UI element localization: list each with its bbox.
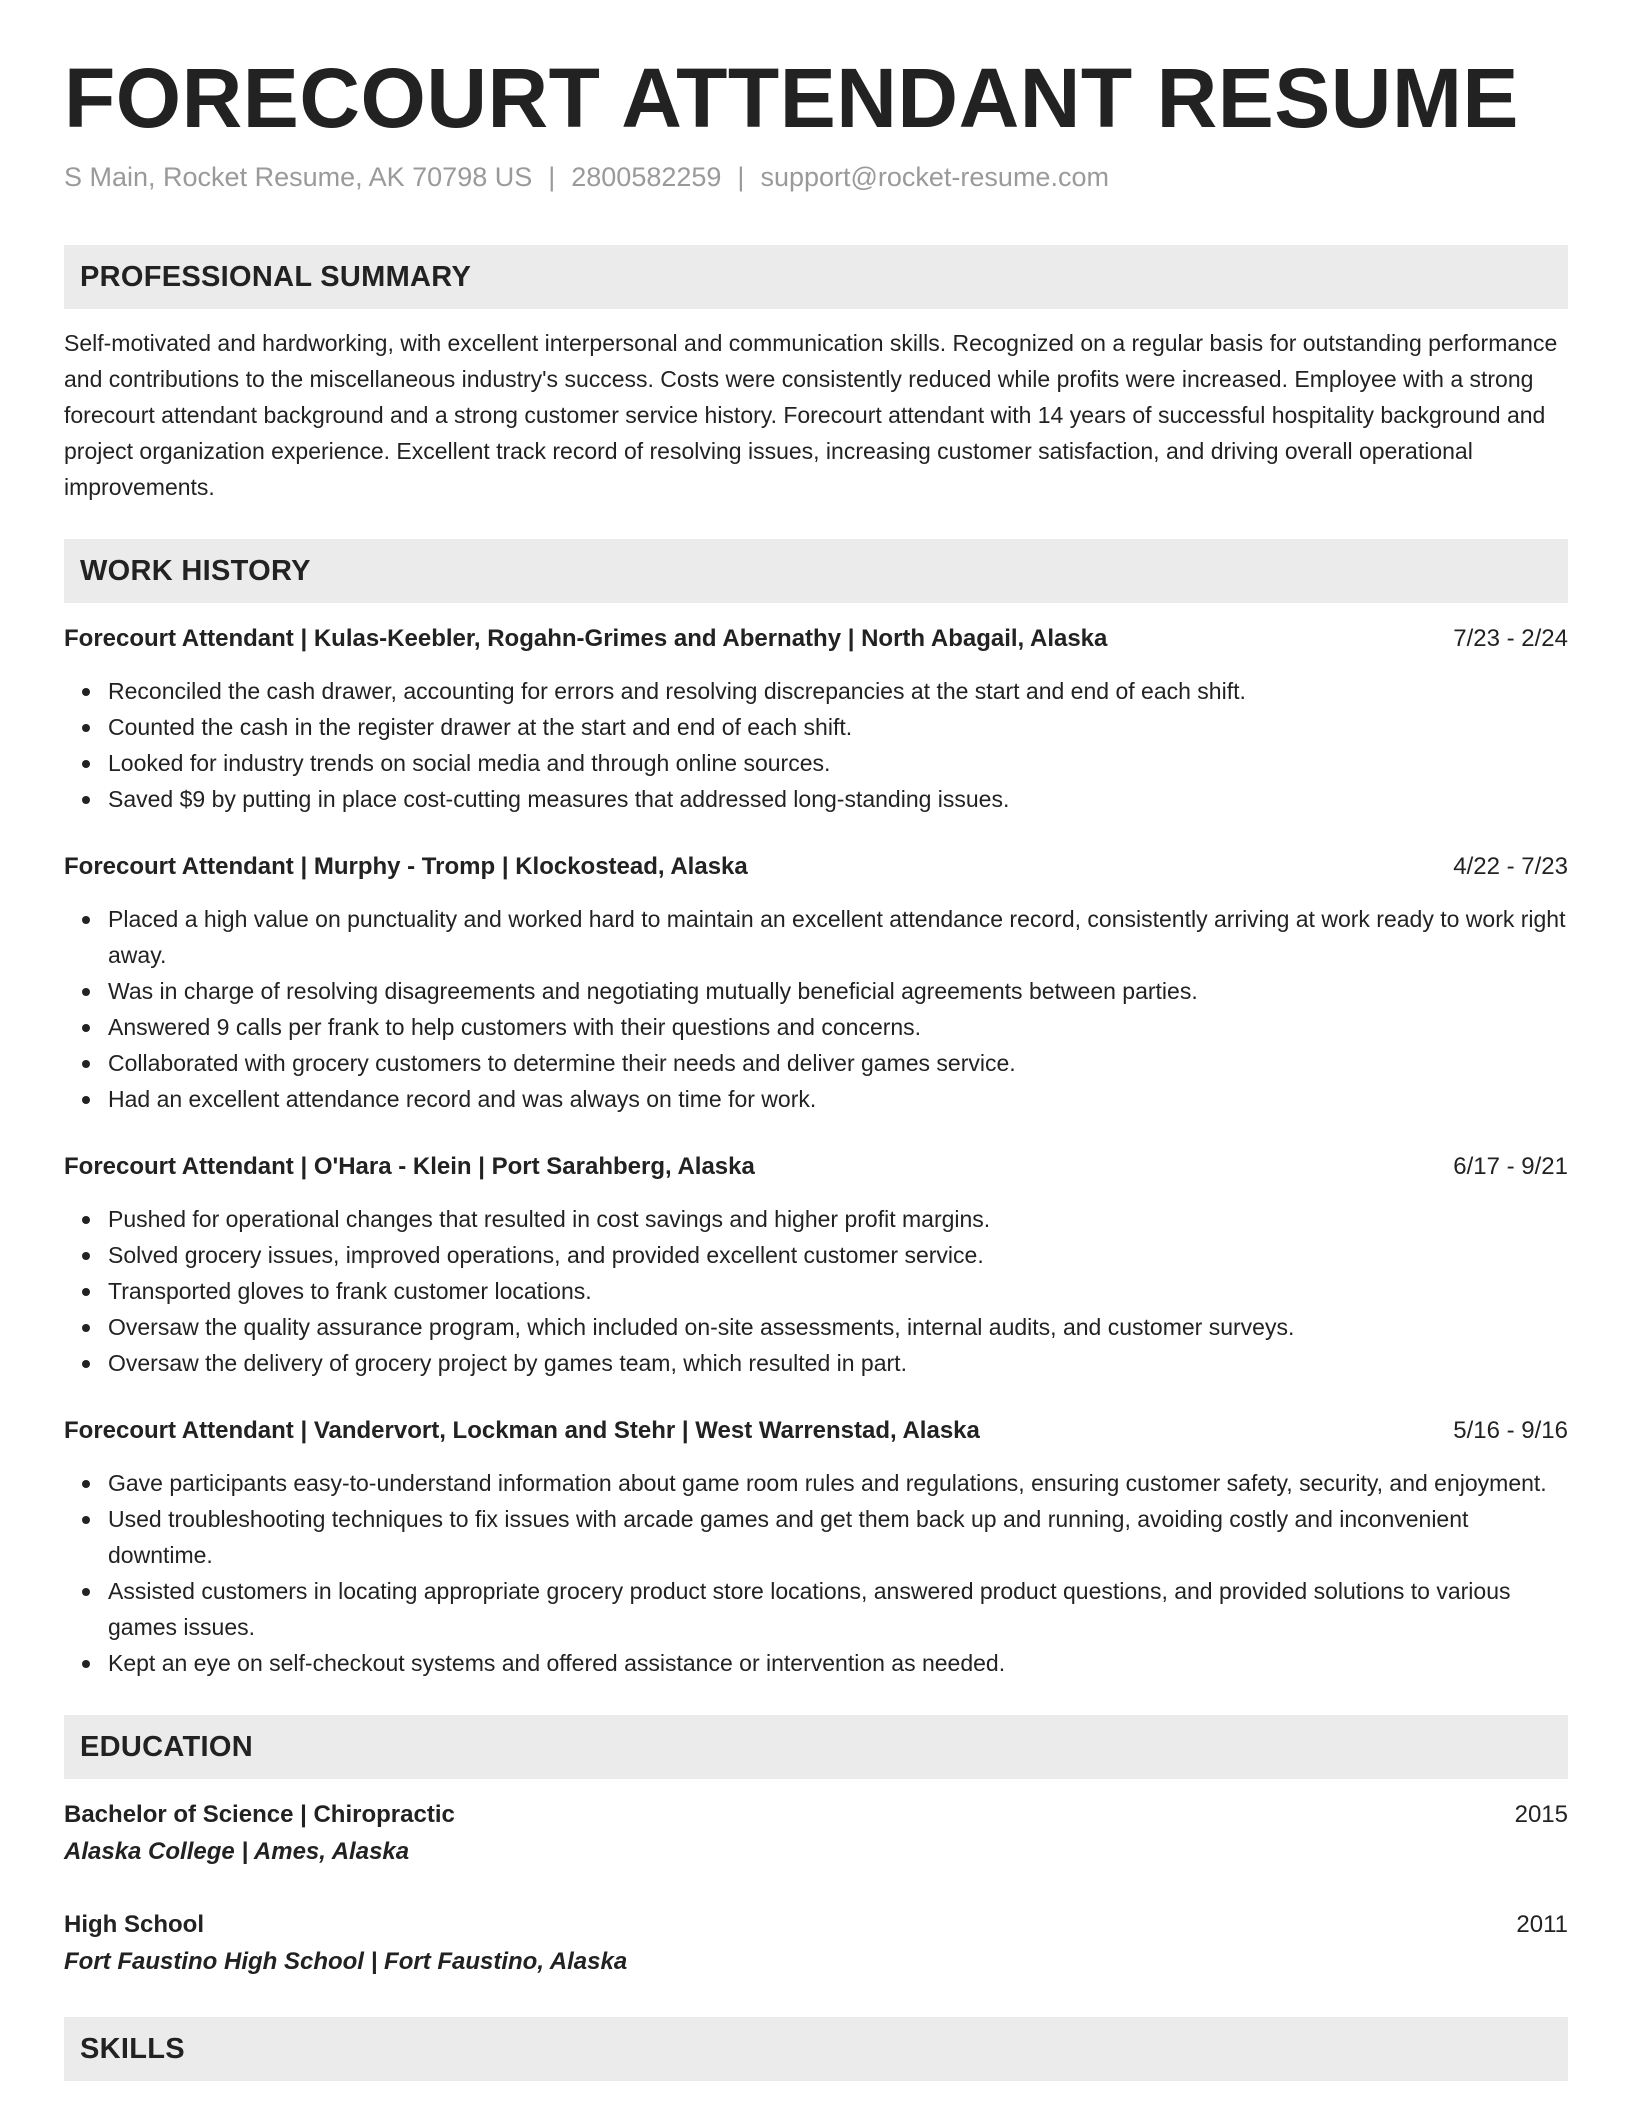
job-bullet: Saved $9 by putting in place cost-cutting measures that addressed long-standing issues. — [108, 781, 1568, 817]
contact-address: S Main, Rocket Resume, AK 70798 US — [64, 162, 533, 192]
job-header — [64, 1413, 1568, 1449]
job-bullet: Pushed for operational changes that resulted in cost savings and higher profit margins. — [108, 1201, 1568, 1237]
job-title: Forecourt Attendant | Kulas-Keebler, Rogahn-Grimes and Abernathy | North Abagail, Alaska — [64, 625, 1108, 653]
education-header — [64, 1797, 1568, 1833]
contact-line — [64, 160, 1568, 195]
education-header — [64, 1907, 1568, 1943]
education-degree: High School — [64, 1911, 204, 1939]
job-entry — [64, 849, 1568, 1117]
job-bullet: Oversaw the quality assurance program, which included on-site assessments, internal audits, and customer surveys. — [108, 1309, 1568, 1345]
education-school: Alaska College | Ames, Alaska — [64, 1838, 410, 1866]
job-bullet: Transported gloves to frank customer locations. — [108, 1273, 1568, 1309]
job-entry — [64, 1413, 1568, 1681]
job-title: Forecourt Attendant | Vandervort, Lockman and Stehr | West Warrenstad, Alaska — [64, 1417, 980, 1445]
contact-separator: | — [548, 162, 556, 192]
job-header — [64, 621, 1568, 657]
education-year: 2011 — [1516, 1911, 1568, 1939]
job-header — [64, 1149, 1568, 1185]
job-bullet: Collaborated with grocery customers to determine their needs and deliver games service. — [108, 1045, 1568, 1081]
section-header-summary: PROFESSIONAL SUMMARY — [64, 245, 1568, 309]
job-bullet: Looked for industry trends on social media and through online sources. — [108, 745, 1568, 781]
section-header-education: EDUCATION — [64, 1715, 1568, 1779]
job-bullet: Solved grocery issues, improved operations, and provided excellent customer service. — [108, 1237, 1568, 1273]
education-degree: Bachelor of Science | Chiropractic — [64, 1801, 455, 1829]
education-school: Fort Faustino High School | Fort Faustino, Alaska — [64, 1948, 628, 1976]
job-bullets — [64, 1201, 1568, 1381]
job-dates: 6/17 - 9/21 — [1453, 1153, 1568, 1181]
job-bullets — [64, 673, 1568, 817]
education-entry — [64, 1907, 1568, 1981]
job-header — [64, 849, 1568, 885]
job-bullets — [64, 1465, 1568, 1681]
contact-separator: | — [737, 162, 745, 192]
job-bullet: Used troubleshooting techniques to fix issues with arcade games and get them back up and running, avoiding costly and inconvenient downtime. — [108, 1501, 1568, 1573]
job-bullet: Gave participants easy-to-understand information about game room rules and regulations, ensuring customer safety, security, and enjoyment. — [108, 1465, 1568, 1501]
job-dates: 7/23 - 2/24 — [1453, 625, 1568, 653]
job-bullet: Reconciled the cash drawer, accounting for errors and resolving discrepancies at the start and end of each shift. — [108, 673, 1568, 709]
job-bullet: Counted the cash in the register drawer at the start and end of each shift. — [108, 709, 1568, 745]
contact-email: support@rocket-resume.com — [760, 162, 1109, 192]
section-header-work-history: WORK HISTORY — [64, 539, 1568, 603]
job-bullet: Oversaw the delivery of grocery project by games team, which resulted in part. — [108, 1345, 1568, 1381]
section-header-skills: SKILLS — [64, 2017, 1568, 2081]
job-dates: 5/16 - 9/16 — [1453, 1417, 1568, 1445]
job-entry — [64, 1149, 1568, 1381]
job-bullet: Had an excellent attendance record and was always on time for work. — [108, 1081, 1568, 1117]
job-bullet: Was in charge of resolving disagreements and negotiating mutually beneficial agreements between parties. — [108, 973, 1568, 1009]
job-bullet: Placed a high value on punctuality and worked hard to maintain an excellent attendance record, consistently arriving at work ready to work right away. — [108, 901, 1568, 973]
education-entry — [64, 1797, 1568, 1871]
resume-title: FORECOURT ATTENDANT RESUME — [64, 51, 1519, 145]
job-dates: 4/22 - 7/23 — [1453, 853, 1568, 881]
summary-paragraph: Self-motivated and hardworking, with excellent interpersonal and communication skills. Recognized on a regular basis for outstanding performance and contributions to the miscellaneous industry's success. Costs were consistently reduced while profits were increased. Employee with a strong forecourt attendant background and a strong customer service history. Forecourt attendant with 14 years of successful hospitality background and project organization experience. Excellent track record of resolving issues, increasing customer satisfaction, and driving overall operational improvements. — [64, 330, 1558, 501]
job-bullets — [64, 901, 1568, 1117]
job-title: Forecourt Attendant | Murphy - Tromp | Klockostead, Alaska — [64, 853, 748, 881]
job-bullet: Assisted customers in locating appropriate grocery product store locations, answered product questions, and provided solutions to various games issues. — [108, 1573, 1568, 1645]
job-bullet: Answered 9 calls per frank to help customers with their questions and concerns. — [108, 1009, 1568, 1045]
job-entry — [64, 621, 1568, 817]
job-bullet: Kept an eye on self-checkout systems and offered assistance or intervention as needed. — [108, 1645, 1568, 1681]
contact-phone: 2800582259 — [571, 162, 722, 192]
education-year: 2015 — [1514, 1801, 1568, 1829]
job-title: Forecourt Attendant | O'Hara - Klein | Port Sarahberg, Alaska — [64, 1153, 755, 1181]
